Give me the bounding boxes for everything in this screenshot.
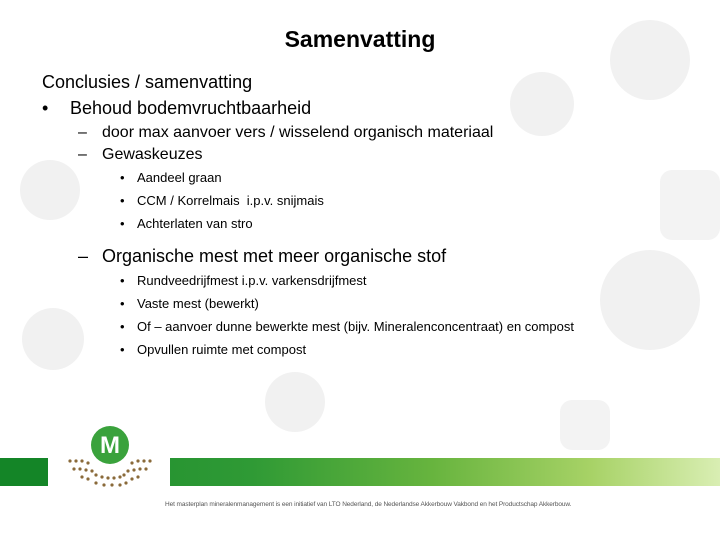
sub-bullet-item (78, 243, 702, 269)
bullet-marker: • (120, 193, 125, 208)
logo-letter: M (100, 432, 120, 459)
point-item (120, 212, 702, 235)
dash-marker: – (78, 246, 89, 266)
bullet-marker: • (120, 342, 125, 357)
point-text: Achterlaten van stro (137, 216, 253, 231)
footer-text: Het masterplan mineralenmanagement is een initiatief van LTO Nederland, de Nederlandse Akkerbouw Vakbond en het Productschap Akkerbouw. (165, 501, 572, 508)
bullet-marker: • (120, 170, 125, 185)
dash-marker: – (78, 124, 87, 141)
bullet-marker: • (42, 98, 49, 118)
bullet-marker: • (120, 216, 125, 231)
point-text: Aandeel graan (137, 170, 222, 185)
bullet-marker: • (120, 273, 125, 288)
point-text: CCM / Korrelmais i.p.v. snijmais (137, 193, 324, 208)
point-item (120, 292, 702, 315)
sub-bullet-item (78, 122, 702, 144)
point-text: Of – aanvoer dunne bewerkte mest (bijv. Mineralenconcentraat) en compost (137, 319, 574, 334)
sub-bullet-text: door max aanvoer vers / wisselend organisch materiaal (102, 124, 494, 141)
background-square (560, 400, 610, 450)
bullet-text: Behoud bodemvruchtbaarheid (70, 98, 312, 118)
point-text: Vaste mest (bewerkt) (137, 296, 259, 311)
sub-bullet-text: Organische mest met meer organische stof (102, 246, 447, 266)
dash-marker: – (78, 146, 87, 163)
slide-heading: Conclusies / samenvatting (42, 72, 253, 92)
point-item (120, 189, 702, 212)
bullet-item (42, 96, 702, 120)
bullet-marker: • (120, 319, 125, 334)
point-item (120, 315, 702, 338)
slide-title: Samenvatting (284, 26, 436, 52)
point-item (120, 269, 702, 292)
point-item (120, 166, 702, 189)
slide-content (42, 70, 702, 361)
masterplan-logo (66, 425, 156, 495)
footer-green-block (0, 458, 48, 486)
point-item (120, 338, 702, 361)
bullet-marker: • (120, 296, 125, 311)
point-text: Rundveedrijfmest i.p.v. varkensdrijfmest (137, 273, 367, 288)
background-circle (265, 372, 325, 432)
point-text: Opvullen ruimte met compost (137, 342, 307, 357)
sub-bullet-item (78, 144, 702, 166)
sub-bullet-text: Gewaskeuzes (102, 146, 203, 163)
